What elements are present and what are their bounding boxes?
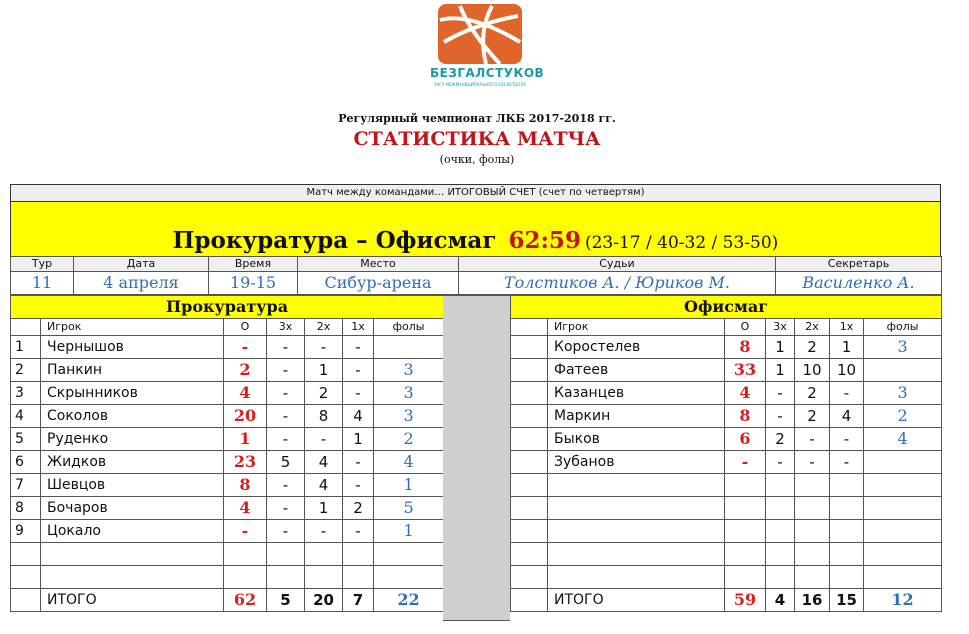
player-three: - bbox=[766, 451, 795, 474]
player-fouls: 3 bbox=[374, 382, 444, 405]
col-one: 1х bbox=[343, 319, 374, 336]
player-points: 1 bbox=[224, 428, 267, 451]
player-number: 7 bbox=[11, 474, 41, 497]
referees-label: Судьи bbox=[459, 257, 776, 272]
referees-value: Толстиков А. / Юриков М. bbox=[459, 272, 776, 295]
player-one: 1 bbox=[830, 336, 864, 359]
date-label: Дата bbox=[74, 257, 209, 272]
player-number: 8 bbox=[11, 497, 41, 520]
logo-subtitle: ЗАГУ МЕЖМУНИЦИПАЛЬНОГО БАСКЕТБОЛА bbox=[434, 82, 526, 87]
home-team-name: Прокуратура bbox=[11, 296, 444, 319]
player-three: - bbox=[267, 497, 305, 520]
player-name bbox=[548, 474, 725, 497]
col-two: 2х bbox=[795, 319, 830, 336]
player-two: - bbox=[305, 520, 343, 543]
home-team-table bbox=[10, 295, 444, 612]
player-name: Шевцов bbox=[41, 474, 224, 497]
total-two: 16 bbox=[795, 589, 830, 612]
player-points bbox=[725, 520, 766, 543]
total-label: ИТОГО bbox=[548, 589, 725, 612]
round-label: Тур bbox=[11, 257, 74, 272]
championship-line: Регулярный чемпионат ЛКБ 2017-2018 гг. bbox=[338, 112, 616, 125]
player-one: 2 bbox=[343, 497, 374, 520]
player-name bbox=[41, 543, 224, 566]
player-three bbox=[766, 543, 795, 566]
total-points: 59 bbox=[725, 589, 766, 612]
player-three bbox=[267, 543, 305, 566]
player-three: - bbox=[267, 405, 305, 428]
player-fouls: 3 bbox=[864, 382, 942, 405]
player-name: Коростелев bbox=[548, 336, 725, 359]
player-fouls bbox=[864, 474, 942, 497]
player-name bbox=[41, 566, 224, 589]
player-fouls bbox=[864, 566, 942, 589]
total-fouls: 22 bbox=[374, 589, 444, 612]
player-one: - bbox=[343, 520, 374, 543]
player-one: - bbox=[343, 382, 374, 405]
player-one: - bbox=[343, 474, 374, 497]
player-three bbox=[766, 474, 795, 497]
player-name: Жидков bbox=[41, 451, 224, 474]
player-name bbox=[548, 566, 725, 589]
total-number bbox=[11, 589, 41, 612]
player-three: - bbox=[267, 359, 305, 382]
player-one: - bbox=[343, 451, 374, 474]
player-points bbox=[224, 543, 267, 566]
player-number bbox=[511, 382, 548, 405]
table-row bbox=[511, 474, 942, 497]
table-row bbox=[511, 428, 942, 451]
player-name bbox=[548, 543, 725, 566]
player-three: - bbox=[267, 382, 305, 405]
player-points: 20 bbox=[224, 405, 267, 428]
player-three: 5 bbox=[267, 451, 305, 474]
player-points bbox=[725, 474, 766, 497]
col-number bbox=[11, 319, 41, 336]
player-fouls: 5 bbox=[374, 497, 444, 520]
player-one: - bbox=[830, 382, 864, 405]
player-name bbox=[548, 497, 725, 520]
player-one: - bbox=[343, 359, 374, 382]
player-three: - bbox=[267, 336, 305, 359]
total-three: 5 bbox=[267, 589, 305, 612]
table-row bbox=[511, 359, 942, 382]
player-two bbox=[795, 497, 830, 520]
player-two: 8 bbox=[305, 405, 343, 428]
table-separator bbox=[443, 295, 510, 621]
col-fouls: фолы bbox=[374, 319, 444, 336]
table-row bbox=[11, 451, 444, 474]
secretary-value: Василенко А. bbox=[776, 272, 942, 295]
player-number: 4 bbox=[11, 405, 41, 428]
player-points: 4 bbox=[725, 382, 766, 405]
player-points: 23 bbox=[224, 451, 267, 474]
player-name: Фатеев bbox=[548, 359, 725, 382]
player-one: 4 bbox=[343, 405, 374, 428]
player-two bbox=[305, 543, 343, 566]
total-one: 7 bbox=[343, 589, 374, 612]
table-row bbox=[511, 336, 942, 359]
player-number bbox=[511, 474, 548, 497]
player-name bbox=[548, 520, 725, 543]
player-number bbox=[11, 543, 41, 566]
player-fouls: 4 bbox=[374, 451, 444, 474]
score-banner bbox=[10, 202, 941, 256]
player-number bbox=[511, 543, 548, 566]
table-row bbox=[11, 474, 444, 497]
page-title: СТАТИСТИКА МАТЧА bbox=[353, 128, 601, 150]
table-row bbox=[11, 566, 444, 589]
table-row bbox=[511, 520, 942, 543]
player-points: - bbox=[224, 336, 267, 359]
table-row bbox=[511, 543, 942, 566]
player-one: - bbox=[830, 451, 864, 474]
player-three: - bbox=[766, 405, 795, 428]
player-fouls bbox=[864, 543, 942, 566]
player-one: 1 bbox=[343, 428, 374, 451]
player-name: Бочаров bbox=[41, 497, 224, 520]
player-two: 4 bbox=[305, 451, 343, 474]
player-number: 2 bbox=[11, 359, 41, 382]
player-fouls bbox=[374, 543, 444, 566]
player-name: Цокало bbox=[41, 520, 224, 543]
table-row bbox=[511, 566, 942, 589]
player-number bbox=[511, 520, 548, 543]
player-three: - bbox=[267, 520, 305, 543]
player-three: 1 bbox=[766, 336, 795, 359]
table-row bbox=[511, 382, 942, 405]
player-two: 4 bbox=[305, 474, 343, 497]
table-row bbox=[11, 428, 444, 451]
player-one: - bbox=[343, 336, 374, 359]
quarter-scores: (23-17 / 40-32 / 53-50) bbox=[584, 233, 779, 253]
player-number: 5 bbox=[11, 428, 41, 451]
player-two: 2 bbox=[795, 382, 830, 405]
player-one: - bbox=[830, 428, 864, 451]
player-points bbox=[725, 497, 766, 520]
player-three bbox=[766, 497, 795, 520]
player-two: 1 bbox=[305, 497, 343, 520]
table-row bbox=[11, 520, 444, 543]
player-two bbox=[795, 474, 830, 497]
player-fouls bbox=[864, 520, 942, 543]
round-value: 11 bbox=[11, 272, 74, 295]
col-fouls: фолы bbox=[864, 319, 942, 336]
basketball-logo-icon bbox=[430, 2, 530, 66]
player-number bbox=[511, 359, 548, 382]
col-two: 2х bbox=[305, 319, 343, 336]
secretary-label: Секретарь bbox=[776, 257, 942, 272]
col-one: 1х bbox=[830, 319, 864, 336]
player-number bbox=[511, 336, 548, 359]
player-fouls: 3 bbox=[864, 336, 942, 359]
player-three: 1 bbox=[766, 359, 795, 382]
player-two bbox=[795, 520, 830, 543]
match-info-table bbox=[10, 256, 942, 295]
player-one bbox=[830, 543, 864, 566]
player-points: 33 bbox=[725, 359, 766, 382]
player-number bbox=[511, 566, 548, 589]
match-caption: Матч между командами… ИТОГОВЫЙ СЧЕТ (счет по четвертям) bbox=[10, 184, 941, 202]
venue-label: Место bbox=[298, 257, 459, 272]
total-fouls: 12 bbox=[864, 589, 942, 612]
player-fouls bbox=[374, 336, 444, 359]
player-name: Панкин bbox=[41, 359, 224, 382]
player-one bbox=[830, 566, 864, 589]
total-number bbox=[511, 589, 548, 612]
player-three: 2 bbox=[766, 428, 795, 451]
match-teams: Прокуратура – Офисмаг bbox=[172, 227, 497, 254]
col-three: 3х bbox=[267, 319, 305, 336]
player-number bbox=[511, 428, 548, 451]
player-one: 4 bbox=[830, 405, 864, 428]
time-value: 19-15 bbox=[209, 272, 298, 295]
player-name: Скрынников bbox=[41, 382, 224, 405]
total-points: 62 bbox=[224, 589, 267, 612]
player-points bbox=[224, 566, 267, 589]
player-one bbox=[830, 497, 864, 520]
player-name: Соколов bbox=[41, 405, 224, 428]
table-row bbox=[11, 543, 444, 566]
player-three bbox=[766, 520, 795, 543]
league-logo bbox=[430, 2, 545, 97]
player-number: 3 bbox=[11, 382, 41, 405]
table-row bbox=[511, 497, 942, 520]
player-two bbox=[795, 566, 830, 589]
player-points: 8 bbox=[725, 336, 766, 359]
date-value: 4 апреля bbox=[74, 272, 209, 295]
player-fouls: 3 bbox=[374, 405, 444, 428]
player-fouls bbox=[864, 359, 942, 382]
player-name: Руденко bbox=[41, 428, 224, 451]
player-three: - bbox=[766, 382, 795, 405]
player-points: 8 bbox=[725, 405, 766, 428]
total-two: 20 bbox=[305, 589, 343, 612]
table-row bbox=[11, 497, 444, 520]
table-row bbox=[511, 451, 942, 474]
match-sheet bbox=[10, 184, 941, 295]
away-team-table bbox=[510, 295, 942, 612]
table-row bbox=[11, 336, 444, 359]
player-two: 2 bbox=[795, 336, 830, 359]
total-row bbox=[511, 589, 942, 612]
logo-name: БЕЗГАЛСТУКОВ bbox=[430, 66, 545, 80]
player-one bbox=[343, 543, 374, 566]
player-two bbox=[305, 566, 343, 589]
player-three bbox=[267, 566, 305, 589]
table-row bbox=[11, 382, 444, 405]
player-two: - bbox=[305, 336, 343, 359]
player-two: 1 bbox=[305, 359, 343, 382]
player-number bbox=[511, 405, 548, 428]
player-name: Зубанов bbox=[548, 451, 725, 474]
player-fouls: 3 bbox=[374, 359, 444, 382]
player-two: 10 bbox=[795, 359, 830, 382]
time-label: Время bbox=[209, 257, 298, 272]
page-subtitle: (очки, фолы) bbox=[439, 153, 515, 166]
player-points: - bbox=[224, 520, 267, 543]
player-name: Быков bbox=[548, 428, 725, 451]
table-row bbox=[511, 405, 942, 428]
player-points: 8 bbox=[224, 474, 267, 497]
player-name: Казанцев bbox=[548, 382, 725, 405]
col-player: Игрок bbox=[41, 319, 224, 336]
player-number bbox=[11, 566, 41, 589]
player-two: - bbox=[795, 428, 830, 451]
player-fouls: 2 bbox=[864, 405, 942, 428]
away-team-name: Офисмаг bbox=[511, 296, 942, 319]
player-one bbox=[343, 566, 374, 589]
player-fouls: 1 bbox=[374, 520, 444, 543]
player-one: 10 bbox=[830, 359, 864, 382]
col-number bbox=[511, 319, 548, 336]
venue-value: Сибур-арена bbox=[298, 272, 459, 295]
player-one bbox=[830, 520, 864, 543]
col-player: Игрок bbox=[548, 319, 725, 336]
col-points: О bbox=[224, 319, 267, 336]
total-label: ИТОГО bbox=[41, 589, 224, 612]
player-points bbox=[725, 566, 766, 589]
player-two: - bbox=[795, 451, 830, 474]
player-three: - bbox=[267, 474, 305, 497]
col-points: О bbox=[725, 319, 766, 336]
player-points: - bbox=[725, 451, 766, 474]
player-fouls bbox=[864, 451, 942, 474]
player-number: 6 bbox=[11, 451, 41, 474]
total-row bbox=[11, 589, 444, 612]
total-one: 15 bbox=[830, 589, 864, 612]
final-score: 62:59 bbox=[508, 227, 581, 254]
player-fouls: 1 bbox=[374, 474, 444, 497]
player-number: 9 bbox=[11, 520, 41, 543]
player-name: Маркин bbox=[548, 405, 725, 428]
player-number bbox=[511, 497, 548, 520]
player-points bbox=[725, 543, 766, 566]
player-name: Чернышов bbox=[41, 336, 224, 359]
player-fouls: 2 bbox=[374, 428, 444, 451]
player-points: 4 bbox=[224, 382, 267, 405]
player-fouls bbox=[864, 497, 942, 520]
player-two: 2 bbox=[305, 382, 343, 405]
player-number: 1 bbox=[11, 336, 41, 359]
player-two: 2 bbox=[795, 405, 830, 428]
player-fouls: 4 bbox=[864, 428, 942, 451]
player-fouls bbox=[374, 566, 444, 589]
player-two bbox=[795, 543, 830, 566]
player-three bbox=[766, 566, 795, 589]
total-three: 4 bbox=[766, 589, 795, 612]
player-number bbox=[511, 451, 548, 474]
table-row bbox=[11, 359, 444, 382]
table-row bbox=[11, 405, 444, 428]
player-points: 2 bbox=[224, 359, 267, 382]
player-points: 6 bbox=[725, 428, 766, 451]
player-two: - bbox=[305, 428, 343, 451]
player-points: 4 bbox=[224, 497, 267, 520]
player-one bbox=[830, 474, 864, 497]
player-three: - bbox=[267, 428, 305, 451]
col-three: 3х bbox=[766, 319, 795, 336]
